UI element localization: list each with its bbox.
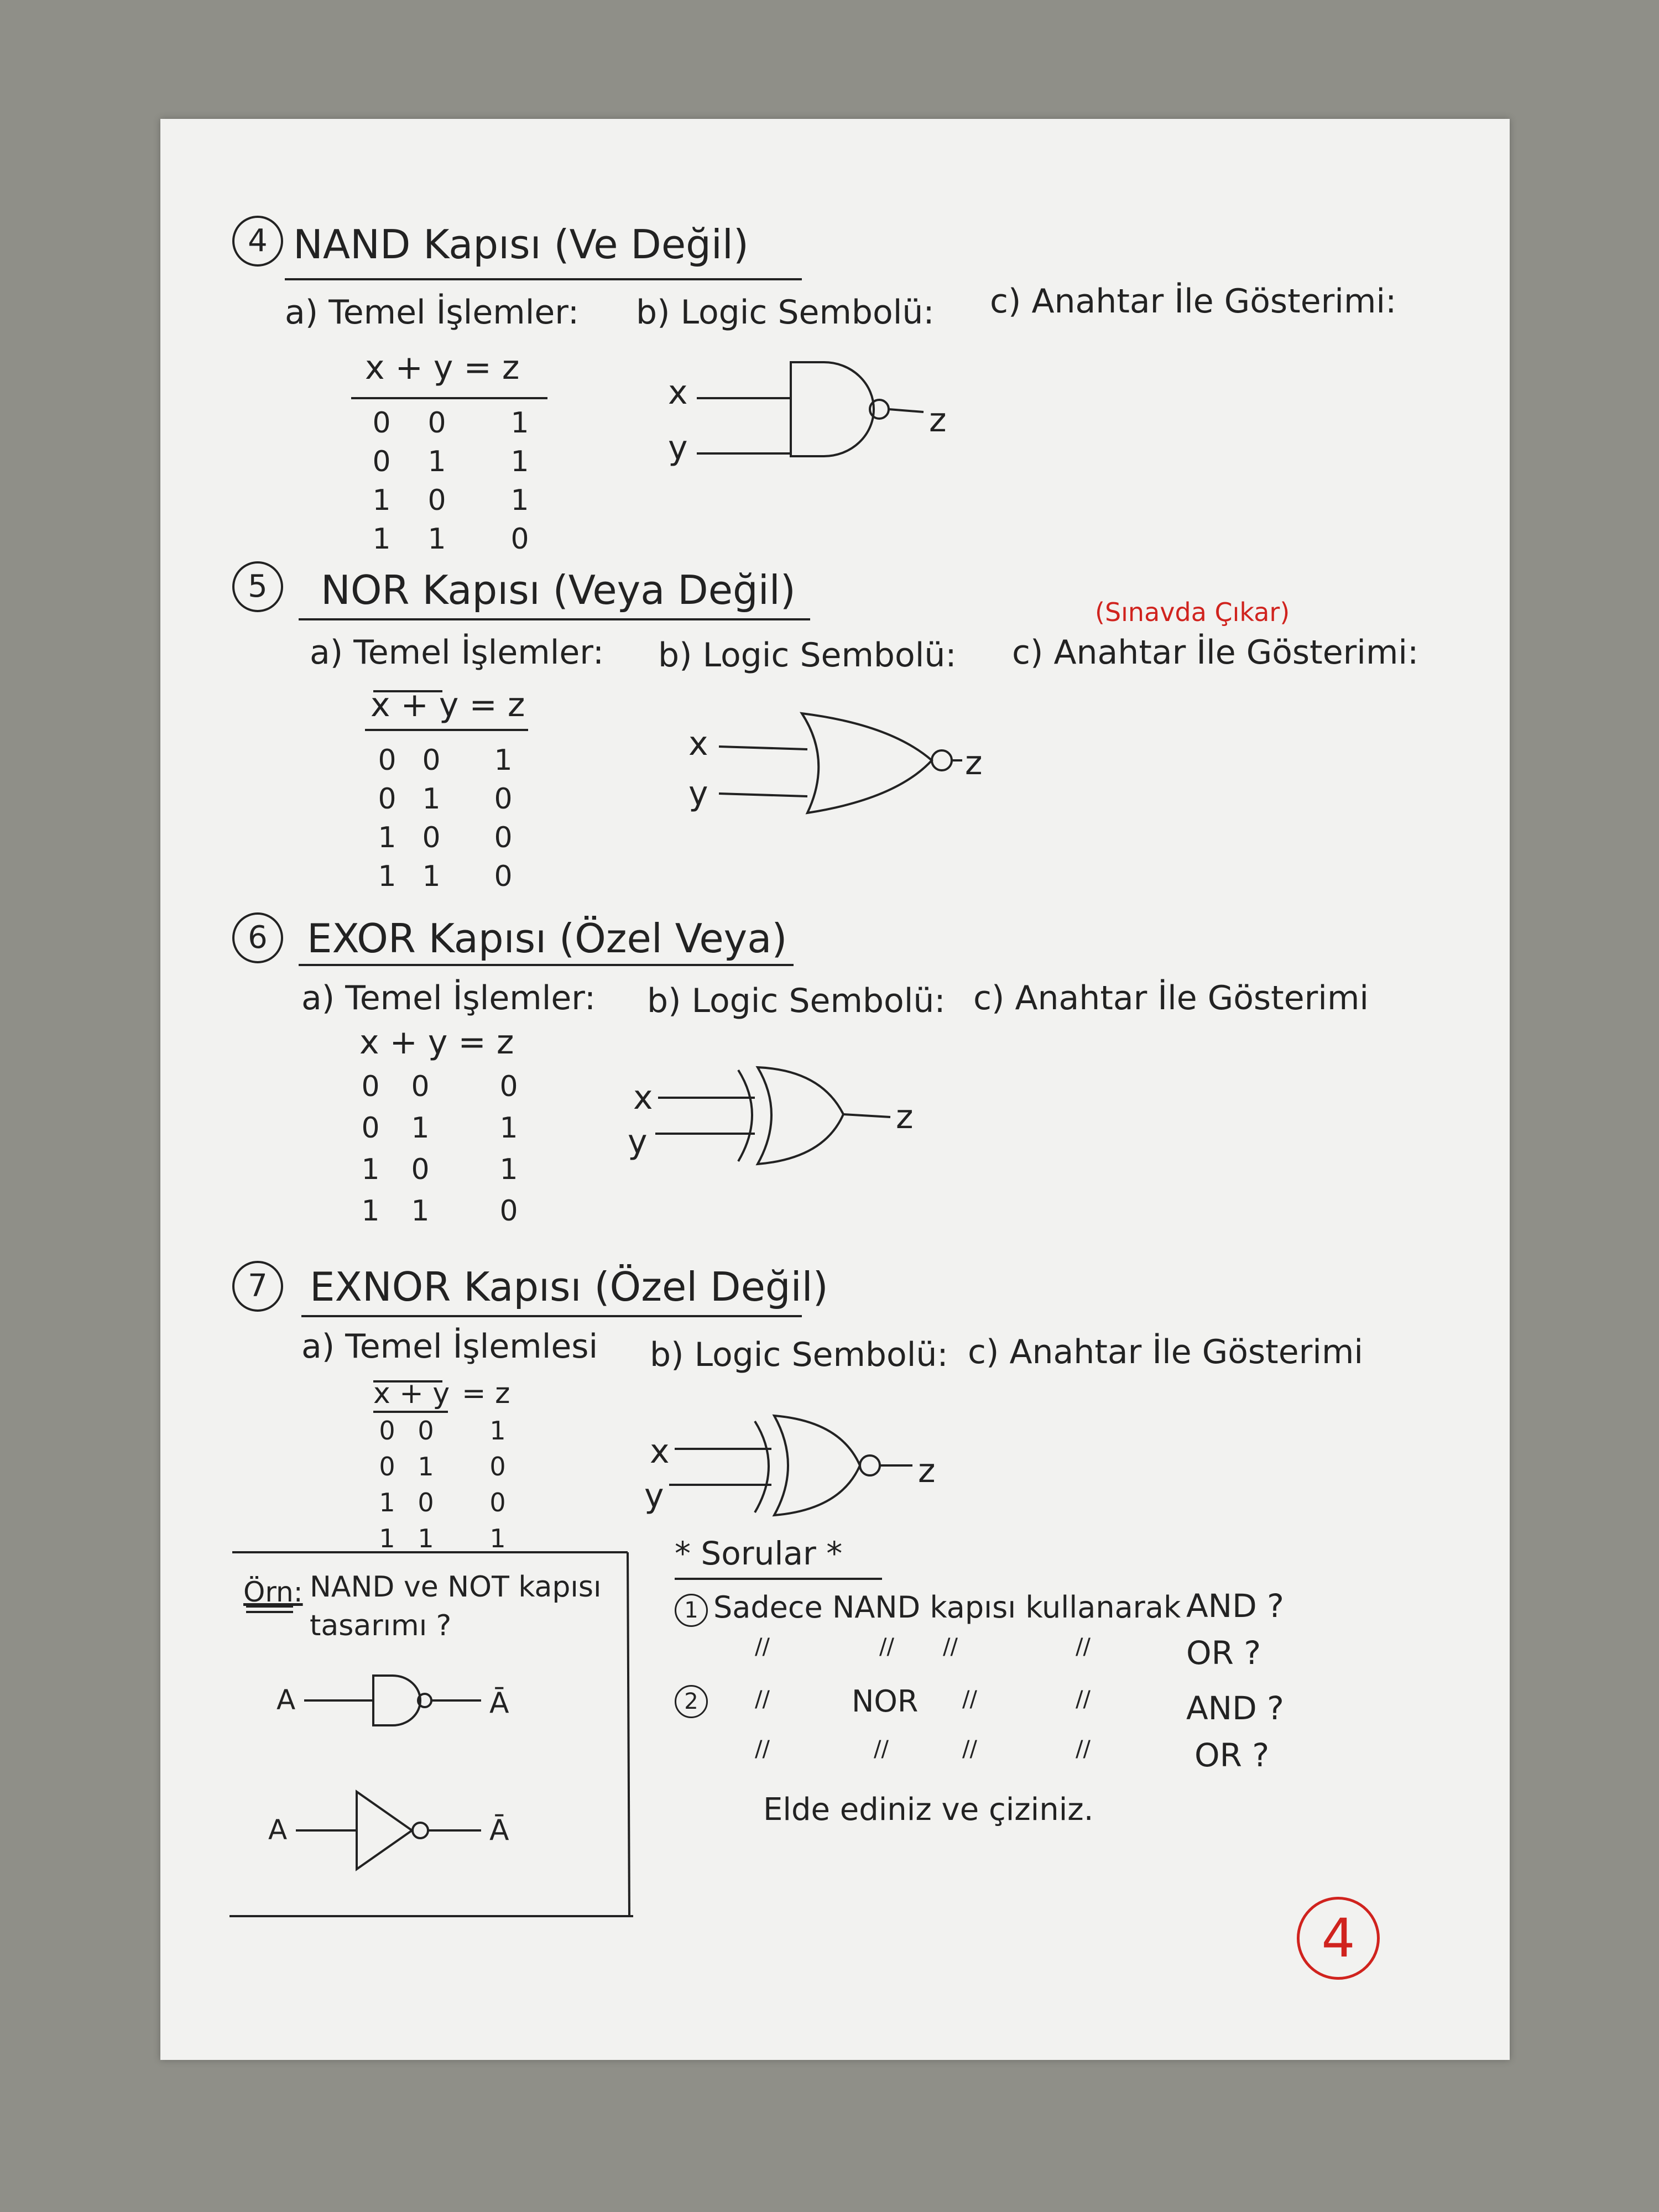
nor-r1-x: 0 [378,744,397,777]
example-not-gate [296,1792,481,1869]
exor-r1-z: 0 [499,1070,518,1103]
exnor-gate-symbol [669,1416,912,1515]
exnor-r3-x: 1 [379,1488,395,1517]
nand-gate-symbol [697,362,924,456]
exor-output-z: z [896,1098,914,1136]
exor-basic-ops: a) Temel İşlemler: [301,979,596,1018]
example-output-a1: Ā [489,1687,509,1720]
nand-r4-z: 0 [510,523,529,556]
exnor-input-x: x [650,1432,670,1471]
nor-gate-symbol [719,713,962,813]
exnor-equation-left: x + y [373,1377,450,1410]
ditto-3a: // [755,1736,770,1762]
paper-sheet [160,119,1510,2060]
nor-r2-x: 0 [378,782,397,816]
exnor-r3-z: 0 [489,1488,506,1517]
example-text-line2: tasarımı ? [310,1609,452,1642]
nor-basic-ops: a) Temel İşlemler: [310,633,604,672]
nor-input-y: y [688,774,708,813]
exnor-title: EXNOR Kapısı (Özel Değil) [310,1264,828,1310]
exnor-r1-y: 0 [418,1416,434,1446]
section-number-5: 5 [232,561,283,612]
nor-logic-symbol-label: b) Logic Sembolü: [658,636,957,675]
exor-r1-y: 0 [411,1070,430,1103]
exnor-r2-y: 1 [418,1452,434,1481]
ditto-2a: // [755,1687,770,1712]
nand-r3-y: 0 [427,484,446,517]
example-input-a1: A [276,1684,296,1716]
exor-r4-y: 1 [411,1194,430,1228]
nor-output-z: z [965,744,983,782]
ditto-2c: // [1076,1687,1091,1712]
exnor-switch-label: c) Anahtar İle Gösterimi [968,1333,1364,1371]
exnor-r4-z: 1 [489,1524,506,1553]
section-number-4: 4 [232,216,283,267]
exnor-input-y: y [644,1477,664,1515]
question-2-or: OR ? [1194,1736,1270,1774]
example-label: Örn: [243,1576,303,1608]
line-art [160,119,1510,2060]
nor-r3-y: 0 [422,821,441,854]
nor-r4-x: 1 [378,860,397,893]
question-2-and: AND ? [1186,1689,1284,1727]
ditto-3c: // [962,1736,977,1762]
exor-r4-z: 0 [499,1194,518,1228]
questions-header: * Sorular * [675,1535,843,1572]
nand-r3-z: 1 [510,484,529,517]
nand-r2-y: 1 [427,445,446,478]
ditto-1d: // [1076,1634,1091,1660]
exor-title: EXOR Kapısı (Özel Veya) [307,915,787,962]
nor-input-x: x [688,724,708,763]
exam-note: (Sınavda Çıkar) [1095,597,1290,627]
question-1-or: OR ? [1186,1634,1261,1672]
nand-input-y: y [668,429,688,467]
exor-switch-label: c) Anahtar İle Gösterimi [973,979,1369,1018]
example-output-a2: Ā [489,1814,509,1847]
exnor-output-z: z [918,1452,936,1490]
ditto-1c: // [943,1634,958,1660]
exor-r1-x: 0 [361,1070,380,1103]
nand-r3-x: 1 [372,484,391,517]
section-number-7: 7 [232,1261,283,1312]
exnor-logic-symbol-label: b) Logic Sembolü: [650,1335,948,1374]
nand-basic-ops: a) Temel İşlemler: [285,293,580,332]
nand-r4-x: 1 [372,523,391,556]
ditto-1b: // [879,1634,894,1660]
exor-logic-symbol-label: b) Logic Sembolü: [647,982,946,1020]
exnor-r1-x: 0 [379,1416,395,1446]
nand-r1-z: 1 [510,406,529,440]
exnor-r2-z: 0 [489,1452,506,1481]
nand-output-z: z [929,401,947,440]
example-nand-inverter [304,1676,481,1725]
exor-r2-y: 1 [411,1112,430,1145]
nand-r1-y: 0 [427,406,446,440]
nor-r2-y: 1 [422,782,441,816]
nand-input-x: x [668,373,688,412]
nor-r4-z: 0 [494,860,513,893]
exor-input-y: y [628,1123,648,1161]
exor-r3-y: 0 [411,1153,430,1186]
nand-r2-z: 1 [510,445,529,478]
exor-r3-x: 1 [361,1153,380,1186]
exor-r3-z: 1 [499,1153,518,1186]
exor-r2-x: 0 [361,1112,380,1145]
question-1-text: Sadece NAND kapısı kullanarak [713,1590,1181,1625]
nor-r4-y: 1 [422,860,441,893]
exor-r4-x: 1 [361,1194,380,1228]
ditto-3d: // [1076,1736,1091,1762]
example-text-line1: NAND ve NOT kapısı [310,1571,602,1604]
question-number-2: 2 [675,1685,708,1718]
exnor-equation-right: = z [462,1377,510,1410]
nor-r2-z: 0 [494,782,513,816]
exor-equation: x + y = z [359,1023,514,1062]
nor-equation: x + y = z [371,686,525,724]
nand-r1-x: 0 [372,406,391,440]
questions-footer: Elde ediniz ve çiziniz. [763,1792,1094,1828]
nand-title: NAND Kapısı (Ve Değil) [293,221,749,268]
exor-r2-z: 1 [499,1112,518,1145]
nor-r1-y: 0 [422,744,441,777]
nor-title: NOR Kapısı (Veya Değil) [321,567,796,613]
nor-switch-label: c) Anahtar İle Gösterimi: [1012,633,1419,672]
example-input-a2: A [268,1814,288,1846]
exor-gate-symbol [655,1067,890,1164]
exnor-r3-y: 0 [418,1488,434,1517]
exnor-r4-y: 1 [418,1524,434,1553]
ditto-1a: // [755,1634,770,1660]
exnor-r4-x: 1 [379,1524,395,1553]
exor-input-x: x [633,1078,653,1117]
nor-r3-z: 0 [494,821,513,854]
exnor-r2-x: 0 [379,1452,395,1481]
nor-r1-z: 1 [494,744,513,777]
nand-logic-symbol-label: b) Logic Sembolü: [636,293,935,332]
nand-equation: x + y = z [365,348,520,387]
page-number: 4 [1297,1897,1380,1980]
ditto-3b: // [874,1736,889,1762]
question-2-nor: NOR [852,1684,919,1719]
nand-r2-x: 0 [372,445,391,478]
section-number-6: 6 [232,912,283,963]
nor-r3-x: 1 [378,821,397,854]
question-number-1: 1 [675,1594,708,1627]
question-1-and: AND ? [1186,1587,1284,1625]
nand-r4-y: 1 [427,523,446,556]
nand-switch-label: c) Anahtar İle Gösterimi: [990,282,1397,321]
exnor-r1-z: 1 [489,1416,506,1446]
ditto-2b: // [962,1687,977,1712]
exnor-basic-ops: a) Temel İşlemlesi [301,1327,598,1366]
